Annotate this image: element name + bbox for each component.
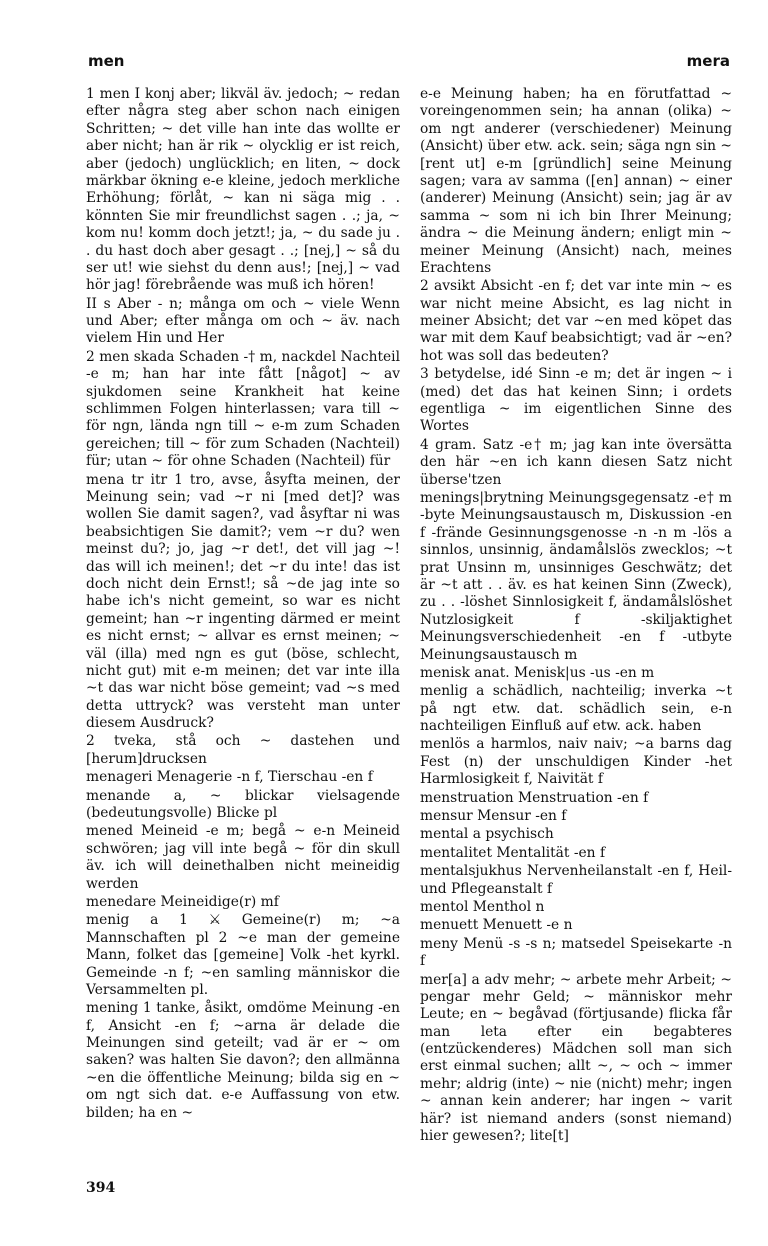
entry: 2 men skada Schaden -† m, nackdel Nachteil -e m; han har inte fått [något] ~ av sjukdomen seine Krankheit hat keine schlimmen Folgen hinterlassen; vara till ~ för ngn, lända ngn till ~ e-m zum Schaden gereichen; till ~ för zum Schaden (Nachteil) für; utan ~ för ohne Schaden (Nachteil) für [86, 348, 400, 470]
entry: mentalitet Mentalität -en f [420, 844, 606, 861]
entry: menedare Meineidige(r) mf [86, 893, 279, 910]
running-head-left: men [88, 52, 125, 70]
entry: 4 gram. Satz -e† m; jag kan inte översätta den här ~en ich kann diesen Satz nicht überse'tzen [420, 436, 732, 488]
entry: menig a 1 ⚔ Gemeine(r) m; ~a Mannschaften pl 2 ~e man der gemeine Mann, folket das [gemeine] Volk -het kyrkl. Gemeinde -n f; ~en samling människor die Versammelten pl. [86, 912, 400, 998]
left-column [86, 86, 400, 1123]
entry: mening 1 tanke, åsikt, omdöme Meinung -en f, Ansicht -en f; ~arna är delade die Meinungen sind geteilt; vad är er ~ om saken? was halten Sie davon?; den allmänna ~en die öffentliche Meinung; bilda sig en ~ om ngt sich dat. e-e Auffassung von etw. bilden; ha en ~ [86, 1000, 400, 1121]
entry: menlig a schädlich, nachteilig; inverka ~t på ngt etw. dat. schädlich sein, e-n nachteiligen Einfluß auf etw. ack. haben [420, 683, 732, 735]
right-column [420, 86, 732, 1146]
entry: mened Meineid -e m; begå ~ e-n Meineid schwören; jag vill inte begå ~ för din skull äv. ich will deinethalben nicht meineidig werden [86, 823, 400, 892]
page-number: 394 [86, 1180, 116, 1196]
entry: mentol Menthol n [420, 898, 545, 915]
entry: menisk anat. Menisk|us -us -en m [420, 664, 655, 681]
entry: 2 tveka, stå och ~ dastehen und [herum]drucksen [86, 733, 400, 767]
entry: menande a, ~ blickar vielsagende (bedeutungsvolle) Blicke pl [86, 787, 400, 822]
entry: mensur Mensur -en f [420, 808, 567, 825]
entry: menings|brytning Meinungsgegensatz -e† m -byte Meinungsaustausch m, Diskussion -en f -frände Gesinnungsgenosse -n -n m -lös a sinnlos, unsinnig, ändamålslös zwecklos; ~t prat Unsinn m, unsinniges Geschwätz; det är ~t att . . äv. es hat keinen Sinn (Zweck), zu . . -löshet Sinnlosigkeit f, ändamålslöshet Nutzlosigkeit f -skiljaktighet Meinungsverschiedenheit -en f -utbyte Meinungsaustausch m [420, 489, 732, 663]
entry: menstruation Menstruation -en f [420, 789, 649, 806]
running-head-right: mera [686, 52, 730, 70]
entry: 3 betydelse, idé Sinn -e m; det är ingen ~ i (med) det das hat keinen Sinn; i ordets egentliga ~ im eigentlichen Sinne des Wortes [420, 366, 732, 435]
entry: mental a psychisch [420, 826, 554, 843]
entry: mentalsjukhus Nervenheilanstalt -en f, Heil- und Pflegeanstalt f [420, 863, 732, 897]
entry: II s Aber - n; många om och ~ viele Wenn und Aber; efter många om och ~ äv. nach vielem Hin und Her [86, 295, 400, 347]
entry: 2 avsikt Absicht -en f; det var inte min ~ es war nicht meine Absicht, es lag nicht in meiner Absicht; det var ~en med köpet das war mit dem Kauf beabsichtigt; vad är ~en? hot was soll das bedeuten? [420, 278, 732, 364]
entry: menuett Menuett -e n [420, 917, 573, 934]
entry: menlös a harmlos, naiv naiv; ~a barns dag Fest (n) der unschuldigen Kinder -het Harmlosigkeit f, Naivität f [420, 736, 732, 788]
entry: 1 men I konj aber; likväl äv. jedoch; ~ redan efter några steg aber schon nach einigen Schritten; ~ det ville han inte das wollte er aber nicht; han är rik ~ olycklig er ist reich, aber (jedoch) unglücklich; en liten, ~ dock märkbar ökning e-e kleine, jedoch merkliche Erhöhung; förlåt, ~ kan ni säga mig . . könnten Sie mir freundlichst sagen . .; ja, ~ kom nu! komm doch jetzt!; ja, ~ du sade ju . . du hast doch aber gesagt . .; [nej,] ~ så du ser ut! wie siehst du denn aus!; [nej,] ~ vad hör jag! förebrående was muß ich hören! [86, 86, 400, 294]
entry: e-e Meinung haben; ha en förutfattad ~ voreingenommen sein; ha annan (olika) ~ om ngt anderer (verschiedener) Meinung (Ansicht) über etw. ack. sein; säga ngn sin ~ [rent ut] e-m [gründlich] seine Meinung sagen; vara av samma ([en] annan) ~ einer (anderer) Meinung (Ansicht) sein; jag är av samma ~ som ni ich bin Ihrer Meinung; ändra ~ die Meinung ändern; enligt min ~ meiner Meinung (Ansicht) nach, meines Erachtens [420, 86, 732, 276]
entry: mer[a] a adv mehr; ~ arbete mehr Arbeit; ~ pengar mehr Geld; ~ människor mehr Leute; en ~ begåvad (förtjusande) flicka får man leta efter ein begabteres (entzückenderes) Mädchen soll man sich erst einmal suchen; allt ~, ~ och ~ immer mehr; aldrig (inte) ~ nie (nicht) mehr; ingen ~ annan kein anderer; har ingen ~ varit här? ist niemand anders (sonst niemand) hier gewesen?; lite[t] [420, 971, 732, 1145]
entry: menageri Menagerie -n f, Tierschau -en f [86, 769, 373, 786]
entry: meny Menü -s -s n; matsedel Speisekarte -n f [420, 935, 732, 970]
entry: mena tr itr 1 tro, avse, åsyfta meinen, der Meinung sein; vad ~r ni [med det]? was wollen Sie damit sagen?, vad åsyftar ni was beabsichtigen Sie damit?; vem ~r du? wen meinst du?; jo, jag ~r det!, det vill jag ~! das will ich meinen!; det ~r du inte! das ist doch nicht dein Ernst!; så ~de jag inte so habe ich's nicht gemeint, so war es nicht gemeint; han ~r ingenting därmed er meint es nicht ernst; ~ allvar es ernst meinen; ~ väl (illa) med ngn es gut (böse, schlecht, nicht gut) mit e-m meinen; det var inte illa ~t das war nicht böse gemeint; vad ~s med detta uttryck? was versteht man unter diesem Ausdruck? [86, 471, 400, 732]
